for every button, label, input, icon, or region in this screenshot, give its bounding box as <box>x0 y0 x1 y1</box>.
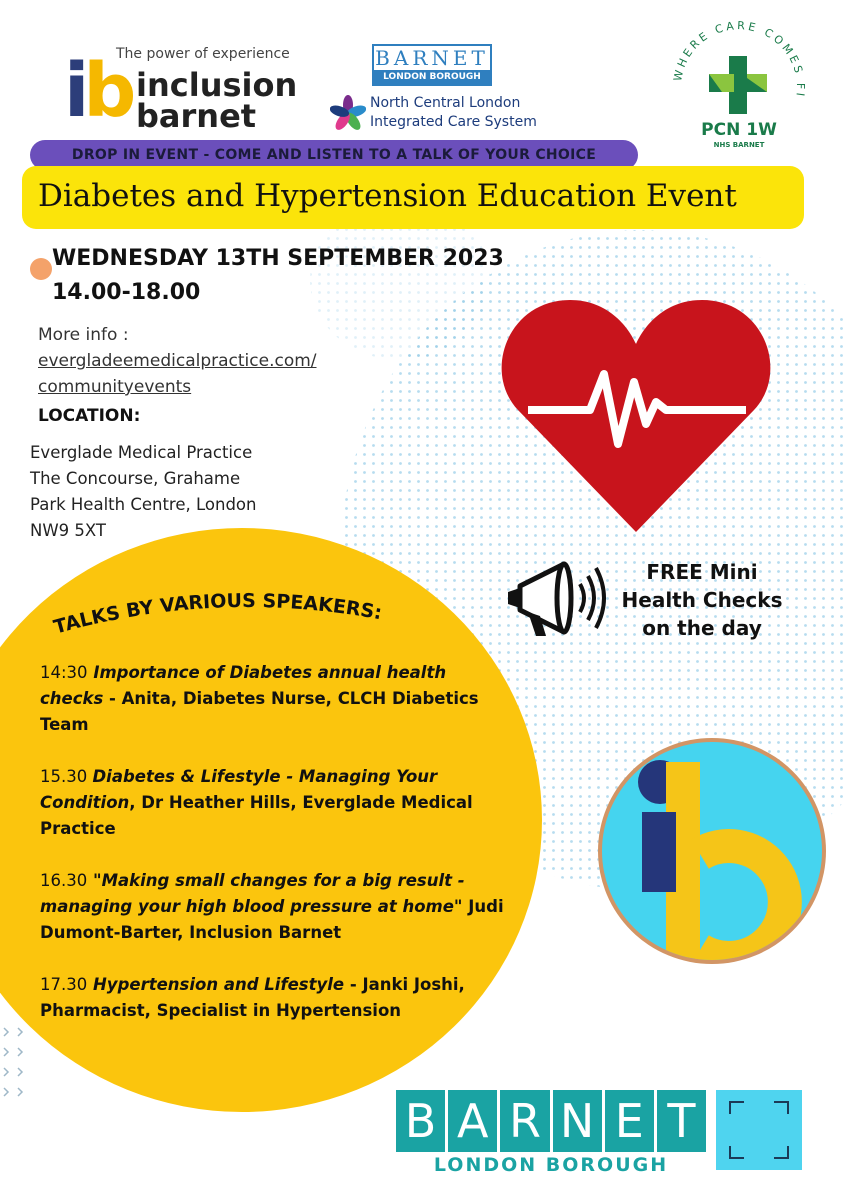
talk-title: "Making small changes for a big result - managing your high blood pressure at home" <box>40 871 465 916</box>
free-health-checks <box>612 558 792 642</box>
bullet-dot <box>30 258 52 280</box>
talk-time: 17.30 <box>40 975 88 994</box>
ib-monogram-large <box>602 742 822 960</box>
barnet-letter: T <box>657 1090 706 1152</box>
svg-text:TALKS BY VARIOUS SPEAKERS: <box>51 590 383 639</box>
talk-speaker: , Dr Heather Hills, Everglade Medical Practice <box>40 793 473 838</box>
talk-time: 16.30 <box>40 871 88 890</box>
scan-frame <box>716 1090 802 1170</box>
event-date: WEDNESDAY 13TH SEPTEMBER 2023 <box>52 246 504 271</box>
talk-title: Importance of Diabetes annual health checks <box>40 663 447 708</box>
pcn-arc-text: WHERE CARE COMES FI <box>671 19 808 100</box>
ncl-star-icon <box>330 94 366 134</box>
address-line3: Park Health Centre, London <box>30 495 257 514</box>
ncl-ics-logo <box>330 92 540 136</box>
talk-item-2 <box>40 764 510 842</box>
barnet-letter: R <box>500 1090 549 1152</box>
talks-heading <box>40 584 460 644</box>
barnet-borough-logo-small <box>372 44 492 86</box>
pcn-name: PCN 1W <box>701 120 777 140</box>
inclusion-barnet-logo <box>64 40 304 135</box>
ib-name-line2: barnet <box>136 97 257 135</box>
link-line2[interactable]: communityevents <box>38 377 192 397</box>
pcn-emblem <box>664 16 814 126</box>
location-heading: LOCATION: <box>38 406 141 426</box>
talk-title: Diabetes & Lifestyle - Managing Your Condition <box>40 767 438 812</box>
pcn-1w-logo <box>664 16 814 166</box>
talk-title: Hypertension and Lifestyle <box>93 975 345 994</box>
scan-corners-icon <box>716 1090 802 1170</box>
checks-line2: Health Checks <box>621 588 783 612</box>
talk-speaker: - Anita, Diabetes Nurse, CLCH Diabetics Team <box>40 689 479 734</box>
barnet-small-bottom: LONDON BOROUGH <box>374 70 490 84</box>
heart-pulse-icon <box>500 292 772 537</box>
barnet-borough-text: LONDON BOROUGH <box>433 1154 669 1176</box>
ib-name <box>136 66 298 135</box>
barnet-letter: B <box>396 1090 445 1152</box>
ncl-line1: North Central London <box>370 95 521 111</box>
event-title: Diabetes and Hypertension Education Event <box>38 178 737 214</box>
barnet-letter: A <box>448 1090 497 1152</box>
barnet-letter: N <box>553 1090 602 1152</box>
talk-item-4 <box>40 972 510 1024</box>
nhs-cross-icon <box>709 56 767 114</box>
pcn-sub: NHS BARNET <box>713 141 765 149</box>
megaphone-icon <box>502 558 610 642</box>
event-title-bar <box>22 166 804 229</box>
chevron-decoration <box>0 1024 32 1104</box>
drop-in-banner: DROP IN EVENT - COME AND LISTEN TO A TALK OF YOUR CHOICE <box>30 140 638 170</box>
barnet-letter: E <box>605 1090 654 1152</box>
ib-name-line1: inclusion <box>136 66 298 104</box>
barnet-letters <box>396 1090 706 1152</box>
ncl-line2: Integrated Care System <box>370 114 537 130</box>
checks-line3: on the day <box>642 616 762 640</box>
ib-tagline: The power of experience <box>116 46 290 62</box>
talks-heading-text: TALKS BY VARIOUS SPEAKERS: <box>51 589 384 639</box>
talk-item-3 <box>40 868 510 946</box>
barnet-small-top: BARNET <box>375 46 489 70</box>
link-line1[interactable]: evergladeemedicalpractice.com/ <box>38 351 317 371</box>
address-line4: NW9 5XT <box>30 521 106 540</box>
talk-speaker: Judi Dumont-Barter, Inclusion Barnet <box>40 897 504 942</box>
address-line1: Everglade Medical Practice <box>30 443 253 462</box>
ib-monogram: ib <box>64 48 131 134</box>
address-line2: The Concourse, Grahame <box>30 469 241 488</box>
ib-circle-logo <box>598 738 826 964</box>
event-time: 14.00-18.00 <box>52 280 201 305</box>
talk-speaker: - Janki Joshi, Pharmacist, Specialist in Hypertension <box>40 975 465 1020</box>
barnet-borough-logo <box>396 1090 706 1178</box>
talk-time: 15.30 <box>40 767 93 786</box>
more-info-label: More info : <box>38 325 129 345</box>
talk-time: 14:30 <box>40 663 88 682</box>
checks-line1: FREE Mini <box>646 560 758 584</box>
ncl-text <box>370 94 537 132</box>
talk-item-1 <box>40 660 510 738</box>
more-info-link[interactable] <box>38 348 317 400</box>
